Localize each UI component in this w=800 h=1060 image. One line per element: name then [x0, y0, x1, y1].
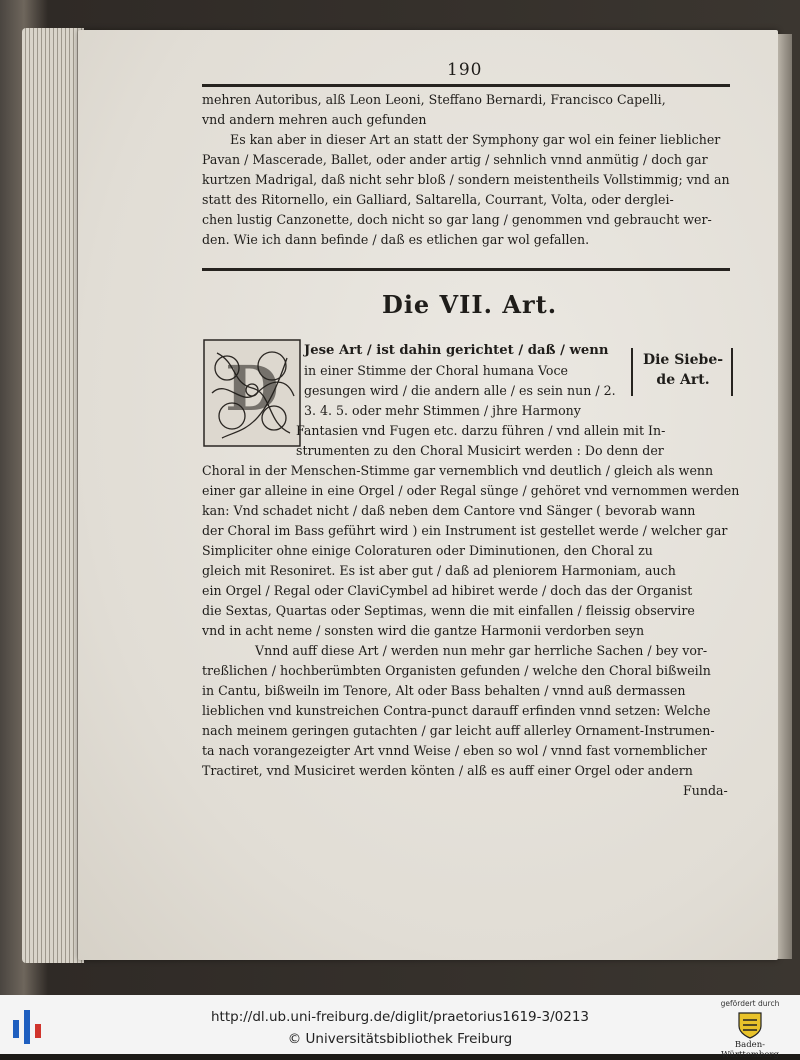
text-line: statt des Ritornello, ein Galliard, Saltarella, Courrant, Volta, oder derglei- [202, 192, 674, 207]
text-line: die Sextas, Quartas oder Septimas, wenn die mit einfallen / fleissig observire [202, 603, 695, 618]
text-line: lieblichen vnd kunstreichen Contra-punct darauff erfinden vnnd setzen: Welche [202, 703, 711, 718]
page-stack-edge [22, 28, 84, 963]
text-line: ein Orgel / Regal oder ClaviCymbel ad hibiret werde / doch das der Organist [202, 583, 693, 598]
text-line: Es kan aber in dieser Art an statt der Symphony gar wol ein feiner lieblicher [230, 132, 721, 147]
initial-letter: D [225, 352, 279, 425]
decorated-initial [202, 338, 302, 448]
text-line: vnd andern mehren auch gefunden [202, 112, 427, 127]
margin-note-text: Die Siebe-de Art. [642, 352, 724, 388]
text-line: mehren Autoribus, alß Leon Leoni, Steffano Bernardi, Francisco Capelli, [202, 92, 666, 107]
text-line: Pavan / Mascerade, Ballet, oder ander artig / sehnlich vnnd anmütig / doch gar [202, 152, 708, 167]
text-line: Tractiret, vnd Musiciret werden könten / alß es auff einer Orgel oder andern [202, 763, 693, 778]
state-crest-icon [736, 1010, 764, 1040]
text-line: der Choral im Bass geführt wird ) ein Instrument ist gestellet werde / welcher gar [202, 523, 728, 538]
text-line: in Cantu, bißweiln im Tenore, Alt oder Bass behalten / vnnd auß dermassen [202, 683, 686, 698]
header-rule [202, 84, 730, 87]
section-rule [202, 268, 730, 271]
text-line: 3. 4. 5. oder mehr Stimmen / jhre Harmony [304, 403, 581, 418]
text-line: Vnnd auff diese Art / werden nun mehr gar herrliche Sachen / bey vor- [255, 643, 708, 658]
text-line: den. Wie ich dann befinde / daß es etlichen gar wol gefallen. [202, 232, 590, 247]
text-line: Jese Art / ist dahin gerichtet / daß / wenn [304, 343, 609, 358]
text-line: gesungen wird / die andern alle / es sein nun / 2. [304, 383, 616, 398]
margin-bracket [727, 348, 733, 396]
text-line: kurtzen Madrigal, daß nicht sehr bloß / sondern meistentheils Vollstimmig; vnd an [202, 172, 730, 187]
sponsor-caption: gefördert durch [720, 999, 780, 1008]
text-line: gleich mit Resoniret. Es ist aber gut / daß ad pleniorem Harmoniam, auch [202, 563, 676, 578]
sponsor-name: Baden-Württemberg [721, 1040, 779, 1060]
catchword: Funda- [683, 783, 728, 798]
sponsor-logo [708, 999, 792, 1060]
text-line: nach meinem geringen gutachten / gar leicht auff allerley Ornament-Instrumen- [202, 723, 715, 738]
page-number: 190 [447, 60, 483, 80]
text-line: chen lustig Canzonette, doch nicht so gar lang / genommen vnd gebraucht wer- [202, 212, 712, 227]
text-line: Choral in der Menschen-Stimme gar vernemblich vnd deutlich / gleich als wenn [202, 463, 714, 478]
permalink-url[interactable]: http://dl.ub.uni-freiburg.de/diglit/praetorius1619-3/0213 [211, 1009, 589, 1025]
text-line: einer gar alleine in eine Orgel / oder Regal sünge / gehöret vnd vernommen werden [202, 483, 740, 498]
text-line: treßlichen / hochberümbten Organisten gefunden / welche den Choral bißweiln [202, 663, 711, 678]
section-heading: Die VII. Art. [382, 290, 558, 319]
text-line: vnd in acht neme / sonsten wird die gantze Harmonii verdorben seyn [202, 623, 645, 638]
page-right-edge [778, 34, 792, 959]
copyright-notice: © Universitätsbibliothek Freiburg [287, 1031, 513, 1047]
text-line: in einer Stimme der Choral humana Voce [304, 363, 569, 378]
margin-note [631, 348, 729, 396]
text-line: Simpliciter ohne einige Coloraturen oder Diminutionen, den Choral zu [202, 543, 653, 558]
text-line: strumenten zu den Choral Musicirt werden : Do denn der [296, 443, 664, 458]
text-line: kan: Vnd schadet nicht / daß neben dem Cantore vnd Sänger ( bevorab wann [202, 503, 696, 518]
text-line: Fantasien vnd Fugen etc. darzu führen / vnd allein mit In- [296, 423, 666, 438]
text-line: ta nach vorangezeigter Art vnnd Weise / eben so wol / vnnd fast vornemblicher [202, 743, 707, 758]
